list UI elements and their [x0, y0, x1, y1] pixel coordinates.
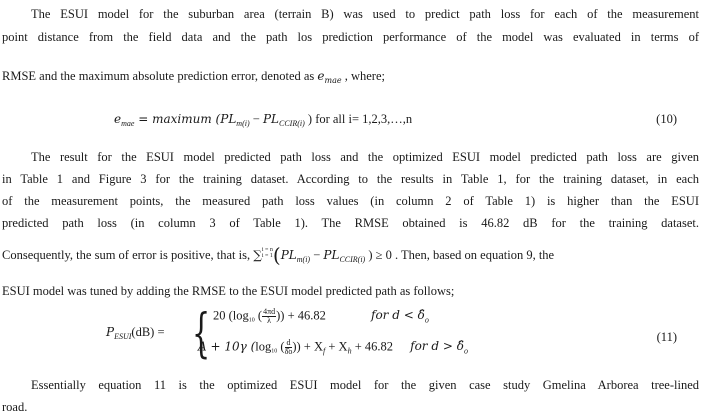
eq10-minus: −	[249, 112, 263, 126]
sum-pl-measured: PL	[280, 248, 297, 262]
para1-line3-text: RMSE and the maximum absolute prediction error, denoted as	[2, 69, 318, 83]
para3-line2: road.	[2, 400, 28, 414]
para2-line1: The result for the ESUI model predicted path loss and the optimized ESUI model predicted path loss are given	[31, 150, 699, 164]
para1-line1: The ESUI model for the suburban area (terrain B) was used to predict path loss for each of the measurement	[31, 7, 699, 21]
para1-line3	[2, 68, 699, 89]
eq11-r1-log: log	[232, 308, 249, 323]
eq10-lhs-sub: mae	[121, 119, 135, 128]
eq10-pl-predicted-sub: CCIR(i)	[278, 119, 305, 128]
equation-10-number: (10)	[656, 112, 677, 126]
sum-limits: i = n i = 1	[261, 247, 273, 259]
eq10-condition: for all i= 1,2,3,…,n	[312, 112, 413, 126]
equation-10	[114, 112, 412, 128]
para1-line3-tail: , where;	[341, 69, 385, 83]
eq11-r1-num: 4πd	[263, 307, 276, 316]
eq11-case-2: A + 10γ (log10 ( $\frac{d}{\deltâo}$ )) + $X_f + X_h + 46.82$ for $d > \deltâ_o$	[198, 338, 468, 356]
para2-line4: predicted path loss (in column 3 of Table 1). The RMSE obtained is 46.82 dB for the training dataset.	[2, 216, 699, 230]
eq11-r1-den: λ	[267, 316, 272, 325]
para2-line5	[2, 243, 699, 268]
para2-line2: in Table 1 and Figure 3 for the training dataset. According to the results in Table 1, for the training dataset, in each	[2, 172, 699, 186]
para2-line6: ESUI model was tuned by adding the RMSE to the ESUI model predicted path as follows;	[2, 284, 455, 298]
eq11-r2-condition: for d > δ̂	[410, 339, 464, 354]
eq11-r2-pre: A + 10γ (	[198, 339, 256, 354]
eq11-r1-fraction	[262, 308, 276, 325]
eq11-xh-sub: h	[347, 346, 352, 356]
eq11-unit-equals: (dB) =	[131, 325, 165, 339]
sum-pl-predicted-sub: CCIR(i)	[339, 255, 366, 264]
eq11-xf-sub: f	[323, 346, 326, 356]
eq11-r2-plus: + X	[325, 339, 348, 354]
eq11-r2-num: d	[286, 338, 291, 347]
sum-pl-predicted: PL	[323, 248, 340, 262]
eq10-pl-measured-sub: m(i)	[236, 119, 250, 128]
eq11-r2-post: )) + X	[292, 339, 324, 354]
equation-11-number: (11)	[656, 330, 677, 344]
emae-symbol	[317, 69, 341, 83]
sum-open-paren: (	[272, 243, 281, 267]
sum-symbol: ∑	[253, 248, 262, 262]
eq10-pl-measured: PL	[220, 112, 237, 126]
para3-line1: Essentially equation 11 is the optimized ESUI model for the given case study Gmelina Arborea tree-lined	[31, 378, 699, 392]
eq10-pl-predicted: PL	[262, 112, 279, 126]
eq11-r2-log-sub: 10	[271, 348, 278, 355]
eq10-close: )	[304, 112, 313, 126]
sum-minus: −	[310, 248, 324, 262]
para2-line5-text: Consequently, the sum of error is positive, that is,	[2, 248, 254, 262]
eq10-lhs: e	[114, 112, 122, 126]
eq11-left-brace: {	[192, 304, 211, 364]
eq11-p-sub: ESUI	[114, 332, 132, 341]
equation-11-cases	[105, 304, 585, 364]
eq11-r2-const: + 46.82	[351, 339, 394, 354]
eq11-r2-cond-sub: o	[463, 346, 468, 356]
eq11-r1-post: )) + 46.82	[276, 308, 326, 323]
eq11-r1-log-sub: 10	[248, 317, 255, 324]
eq11-p: P	[106, 325, 115, 339]
eq11-r1-condition: for d < δ̂	[371, 308, 425, 323]
emae-e: e	[317, 69, 325, 83]
eq11-r2-den: δ̂o	[284, 347, 293, 356]
para2-line3: of the measurement points, the measured path loss values (in column 2 of Table 1) is higher than the ESUI	[2, 194, 699, 208]
para1-line2: point distance from the field data and the path los prediction performance of the model was evaluated in terms of	[2, 30, 699, 44]
eq11-r1-cond-sub: o	[424, 315, 429, 325]
eq10-maximum: = maximum (	[134, 112, 221, 126]
eq11-r1-pre: 20 (	[213, 308, 233, 323]
sum-pl-measured-sub: m(i)	[296, 255, 311, 264]
eq11-r2-log: log	[255, 339, 272, 354]
sum-close-geq: ) ≥ 0	[365, 248, 392, 262]
para2-line5-tail: . Then, based on equation 9, the	[391, 248, 555, 262]
eq11-case-1: 20 (log10 ( $\frac{4\pi d}{\lambda}$ )) + 46.82 for $d < \deltâ_o$	[213, 307, 429, 325]
emae-sub: mae	[324, 76, 342, 85]
